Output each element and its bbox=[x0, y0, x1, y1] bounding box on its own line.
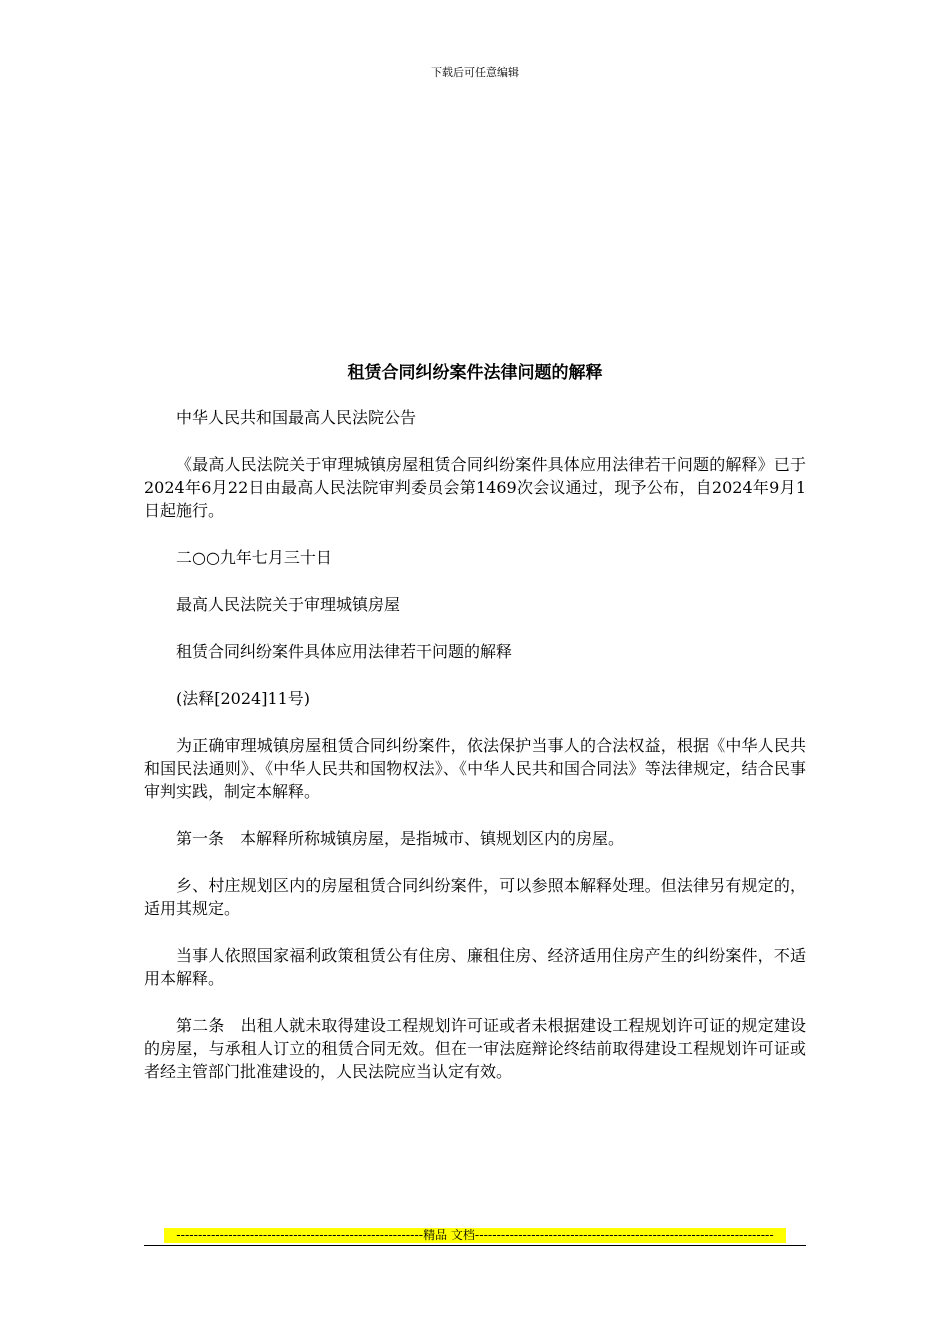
interpretation-title-line-2: 租赁合同纠纷案件具体应用法律若干问题的解释 bbox=[176, 642, 513, 661]
interpretation-number: (法释[2024]11号) bbox=[176, 689, 311, 708]
article-1-paragraph-2: 乡、村庄规划区内的房屋租赁合同纠纷案件，可以参照本解释处理。但法律另有规定的，适用其规定。 bbox=[144, 876, 806, 918]
page-footer bbox=[144, 1228, 806, 1246]
page-header-note: 下载后可任意编辑 bbox=[431, 66, 519, 79]
article-2: 第二条 出租人就未取得建设工程规划许可证或者未根据建设工程规划许可证的规定建设的房屋，与承租人订立的租赁合同无效。但在一审法庭辩论终结前取得建设工程规划许可证或者经主管部门批准建设的，人民法院应当认定有效。 bbox=[144, 1016, 806, 1081]
article-1-paragraph-3: 当事人依照国家福利政策租赁公有住房、廉租住房、经济适用住房产生的纠纷案件，不适用本解释。 bbox=[144, 946, 806, 988]
document-title: 租赁合同纠纷案件法律问题的解释 bbox=[347, 363, 603, 383]
preamble-paragraph: 为正确审理城镇房屋租赁合同纠纷案件，依法保护当事人的合法权益，根据《中华人民共和国民法通则》、《中华人民共和国物权法》、《中华人民共和国合同法》等法律规定，结合民事审判实践，制定本解释。 bbox=[144, 736, 806, 801]
footer-banner: ---------------------------------------------------------精品 文档--------------------------------------------------------------------- bbox=[164, 1228, 786, 1243]
article-1: 第一条 本解释所称城镇房屋，是指城市、镇规划区内的房屋。 bbox=[176, 829, 625, 848]
document-body bbox=[144, 406, 806, 1107]
announcement-heading: 中华人民共和国最高人民法院公告 bbox=[176, 408, 417, 427]
footer-divider bbox=[144, 1245, 806, 1246]
interpretation-title-line-1: 最高人民法院关于审理城镇房屋 bbox=[176, 595, 401, 614]
announcement-text: 《最高人民法院关于审理城镇房屋租赁合同纠纷案件具体应用法律若干问题的解释》已于2024年6月22日由最高人民法院审判委员会第1469次会议通过，现予公布，自2024年9月1日起施行。 bbox=[144, 455, 806, 520]
announcement-date: 二○○九年七月三十日 bbox=[176, 548, 332, 567]
